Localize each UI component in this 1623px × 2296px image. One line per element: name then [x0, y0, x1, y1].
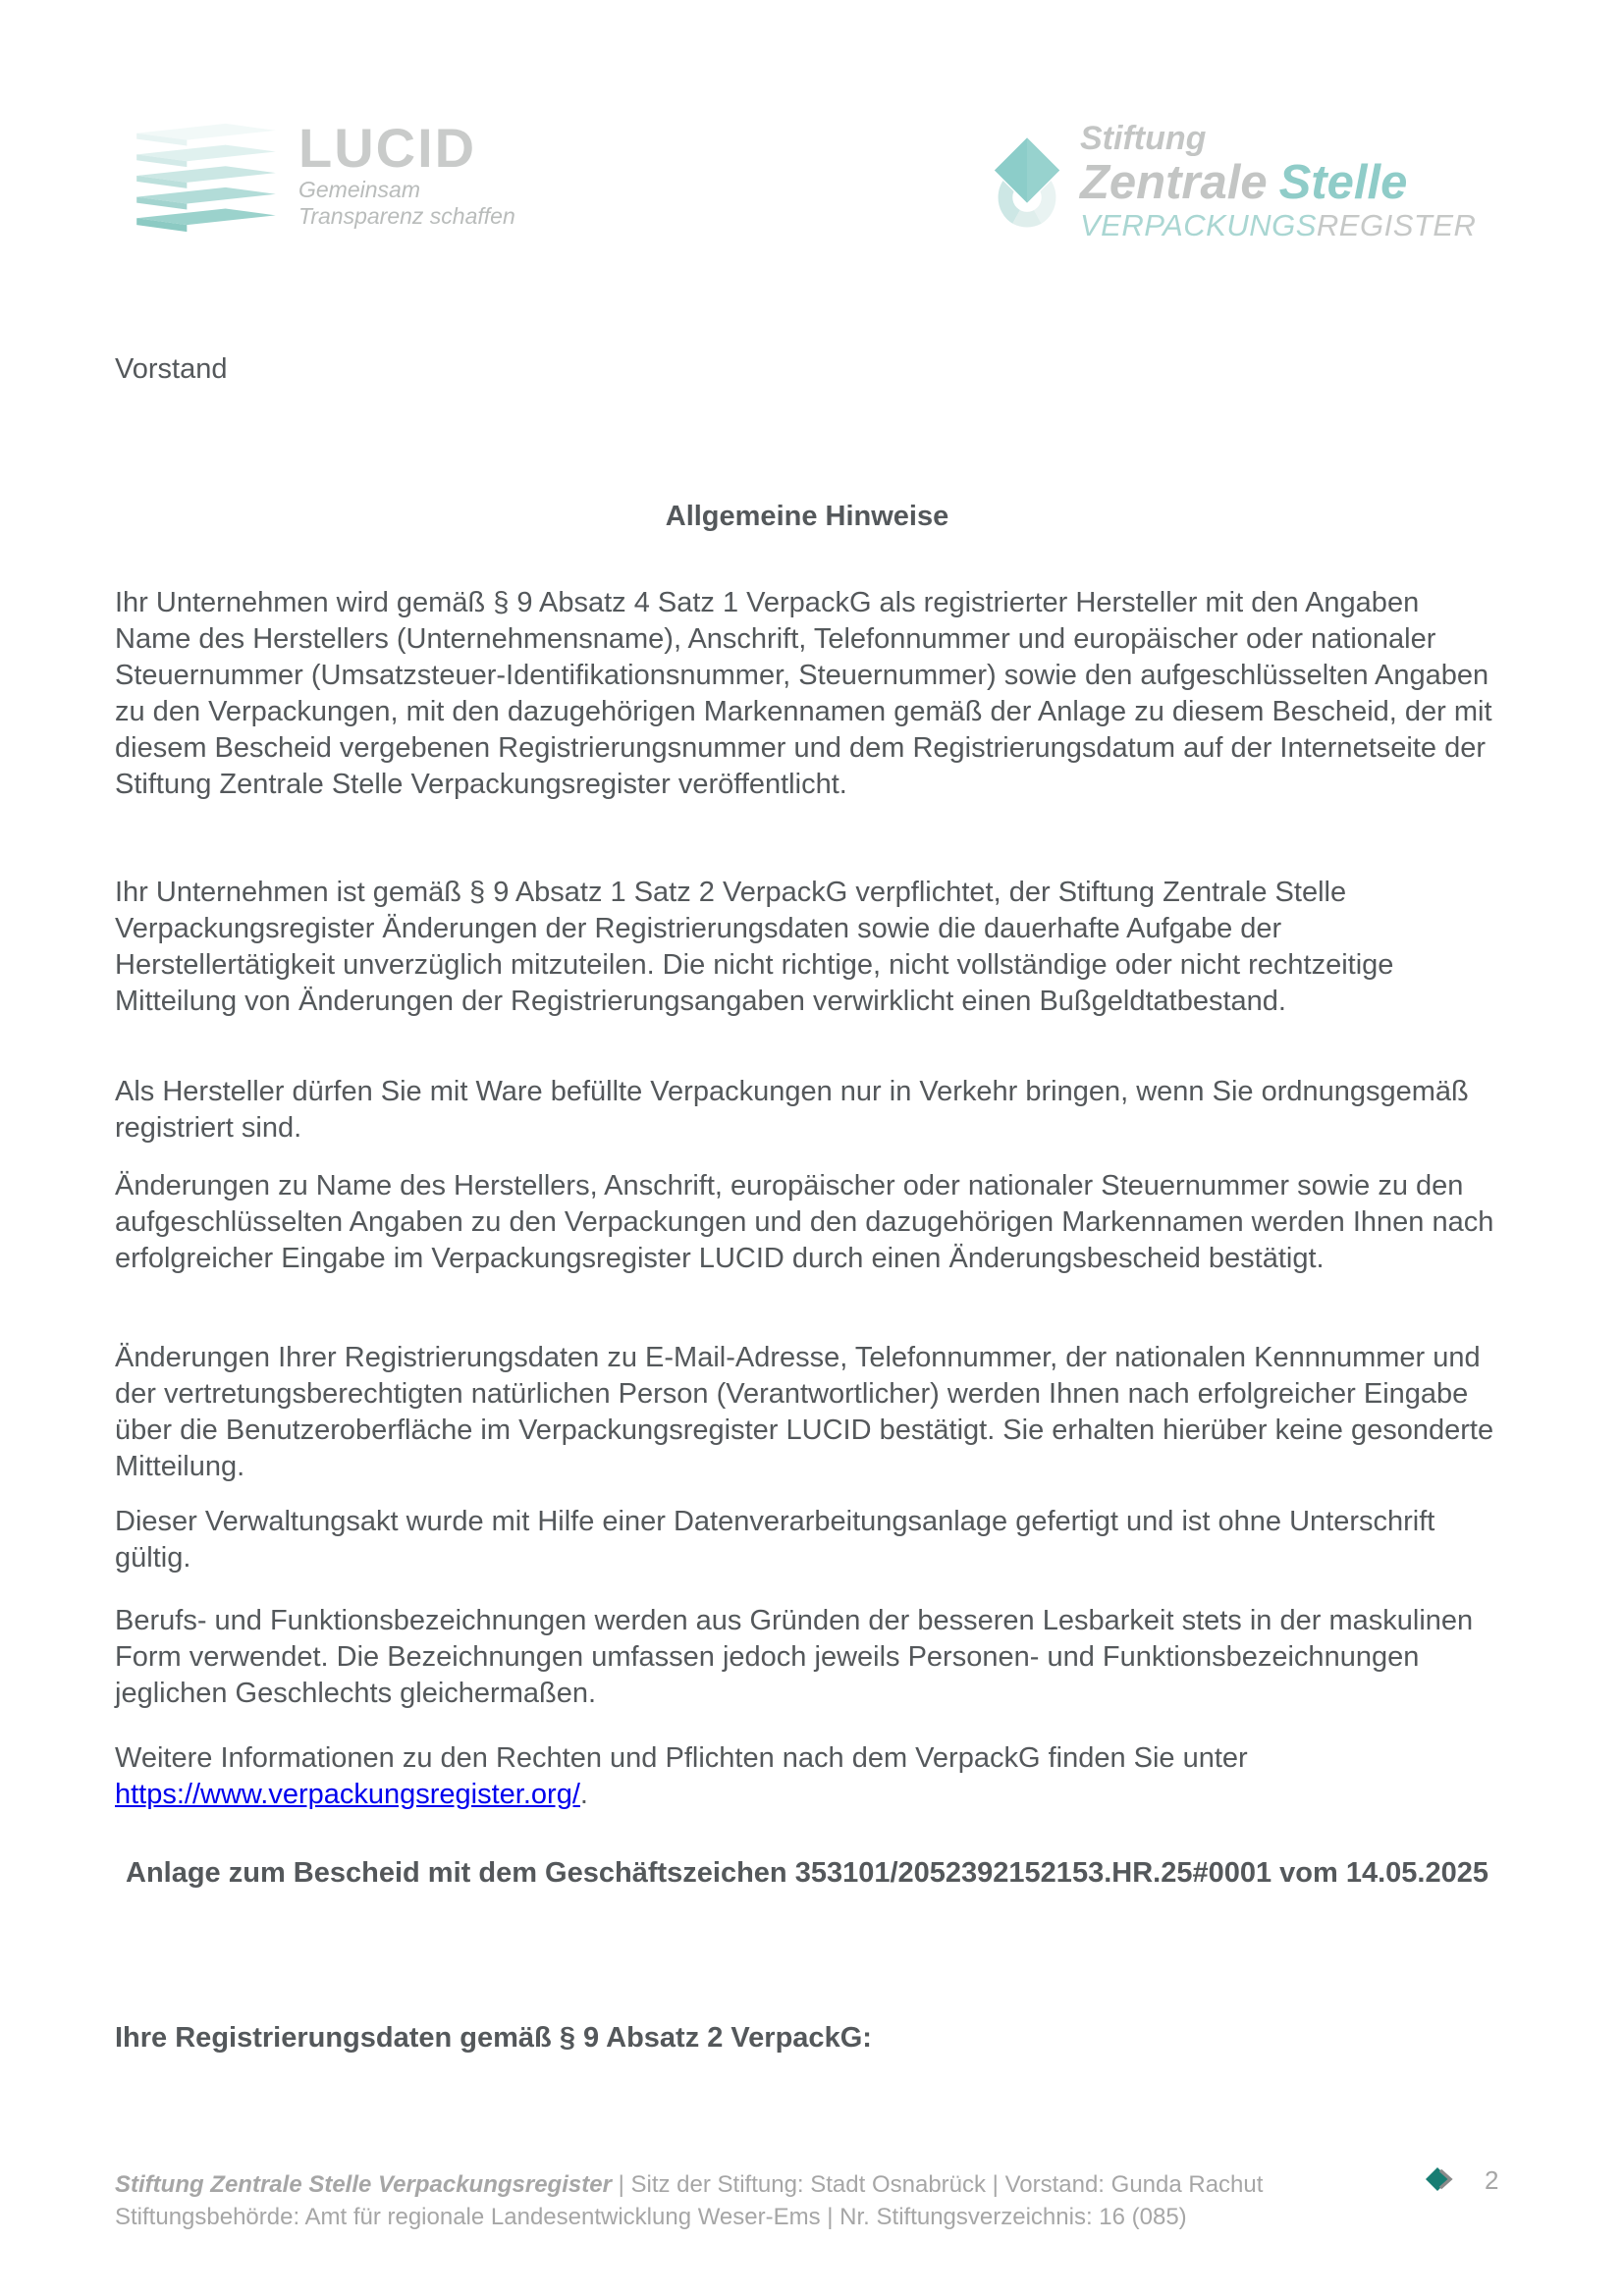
recipient-line: Vorstand: [115, 353, 228, 385]
more-info-text: Weitere Informationen zu den Rechten und Pflichten nach dem VerpackG finden Sie unter: [115, 1742, 1248, 1774]
page-footer: [115, 2168, 1509, 2233]
zsvr-stiftung-label: Stiftung: [1080, 120, 1207, 157]
paragraph-automated-act: Dieser Verwaltungsakt wurde mit Hilfe einer Datenverarbeitungsanlage gefertigt und ist ohne Unterschrift gültig.: [115, 1506, 1435, 1574]
lucid-layers-icon: [128, 120, 285, 236]
more-info-suffix: .: [579, 1779, 588, 1810]
paragraph-change-confirmation: Änderungen zu Name des Herstellers, Anschrift, europäischer oder nationaler Steuernummer sowie zu den aufgeschlüsselten Angaben zu den Verpackungen und den dazugehörigen Markennamen werden Ihnen nach erfolgreicher Eingabe im Verpackungsregister LUCID durch einen Änderungsbescheid bestätigt.: [115, 1170, 1494, 1274]
paragraph-change-obligation: Ihr Unternehmen ist gemäß § 9 Absatz 1 Satz 2 VerpackG verpflichtet, der Stiftung Zentrale Stelle Verpackungsregister Änderungen der Registrierungsdaten sowie die dauerhafte Aufgabe der Herstellertätigkeit unverzüglich mitzuteilen. Die nicht richtige, nicht vollständige oder nicht rechtzeitige Mitteilung von Änderungen der Registrierungsangaben verwirklicht einen Bußgeldtatbestand.: [115, 877, 1394, 1017]
zsvr-zentrale-stelle-label: [1080, 157, 1476, 208]
lucid-logo: [128, 117, 515, 236]
footer-org-name: Stiftung Zentrale Stelle Verpackungsregister: [115, 2171, 612, 2198]
paragraph-gender-note: Berufs- und Funktionsbezeichnungen werden aus Gründen der besseren Lesbarkeit stets in der maskulinen Form verwendet. Die Bezeichnungen umfassen jedoch jeweils Personen- und Funktionsbezeichnungen jeglichen Geschlechts gleichermaßen.: [115, 1605, 1474, 1709]
paragraph-market-placement: Als Hersteller dürfen Sie mit Ware befüllte Verpackungen nur in Verkehr bringen, wenn Sie ordnungsgemäß registriert sind.: [115, 1076, 1469, 1144]
diamond-chevron-icon: [1426, 2166, 1459, 2192]
paragraph-registration-publication: Ihr Unternehmen wird gemäß § 9 Absatz 4 Satz 1 VerpackG als registrierter Hersteller mit den Angaben Name des Herstellers (Unternehmensname), Anschrift, Telefonnummer und europäischer oder nationaler Steuernummer (Umsatzsteuer-Identifikationsnummer, Steuernummer) sowie den aufgeschlüsselten Angaben zu den Verpackungen, mit den dazugehörigen Markennamen gemäß der Anlage zu diesem Bescheid, der mit diesem Bescheid vergebenen Registrierungsnummer und dem Registrierungsdatum auf der Internetseite der Stiftung Zentrale Stelle Verpackungsregister veröffentlicht.: [115, 587, 1492, 800]
lucid-tagline-line2: Transparenz schaffen: [298, 203, 515, 229]
paragraph-contact-data-changes: Änderungen Ihrer Registrierungsdaten zu E-Mail-Adresse, Telefonnummer, der nationalen Kennnummer und der vertretungsberechtigten natürlichen Person (Verantwortlicher) werden Ihnen nach erfolgreicher Eingabe über die Benutzeroberfläche im Verpackungsregister LUCID bestätigt. Sie erhalten hierüber keine gesonderte Mitteilung.: [115, 1342, 1494, 1482]
lucid-wordmark: LUCID: [298, 117, 477, 179]
lucid-tagline-line1: Gemeinsam: [298, 177, 420, 202]
footer-line2: Stiftungsbehörde: Amt für regionale Landesentwicklung Weser-Ems | Nr. Stiftungsverzeichnis: 16 (085): [115, 2204, 1187, 2230]
attachment-heading: Anlage zum Bescheid mit dem Geschäftszeichen 353101/2052392152153.HR.25#0001 vom 14.05.2025: [126, 1857, 1488, 1889]
page-title: Allgemeine Hinweise: [665, 501, 949, 532]
footer-line1: [115, 2168, 1509, 2201]
zsvr-zentrale-text: Zentrale: [1080, 156, 1268, 209]
zsvr-wordmark-block: [1080, 120, 1476, 249]
zsvr-verpackungs-text: VERPACKUNGS: [1080, 208, 1317, 242]
lucid-wordmark-block: [298, 117, 515, 230]
registration-data-heading: Ihre Registrierungsdaten gemäß § 9 Absatz 2 VerpackG:: [115, 2022, 872, 2054]
footer-line1-rest: | Sitz der Stiftung: Stadt Osnabrück | Vorstand: Gunda Rachut: [611, 2171, 1264, 2198]
zsvr-stelle-text: Stelle: [1278, 156, 1408, 209]
verpackungsregister-link[interactable]: https://www.verpackungsregister.org/: [115, 1779, 580, 1810]
zsvr-register-text: REGISTER: [1316, 208, 1477, 242]
zsvr-logo: [982, 120, 1476, 249]
zsvr-verpackungsregister-label: [1080, 208, 1476, 243]
page-number: 2: [1485, 2165, 1499, 2195]
zsvr-drop-icon: [982, 126, 1072, 249]
paragraph-more-info: [115, 1740, 1499, 1813]
